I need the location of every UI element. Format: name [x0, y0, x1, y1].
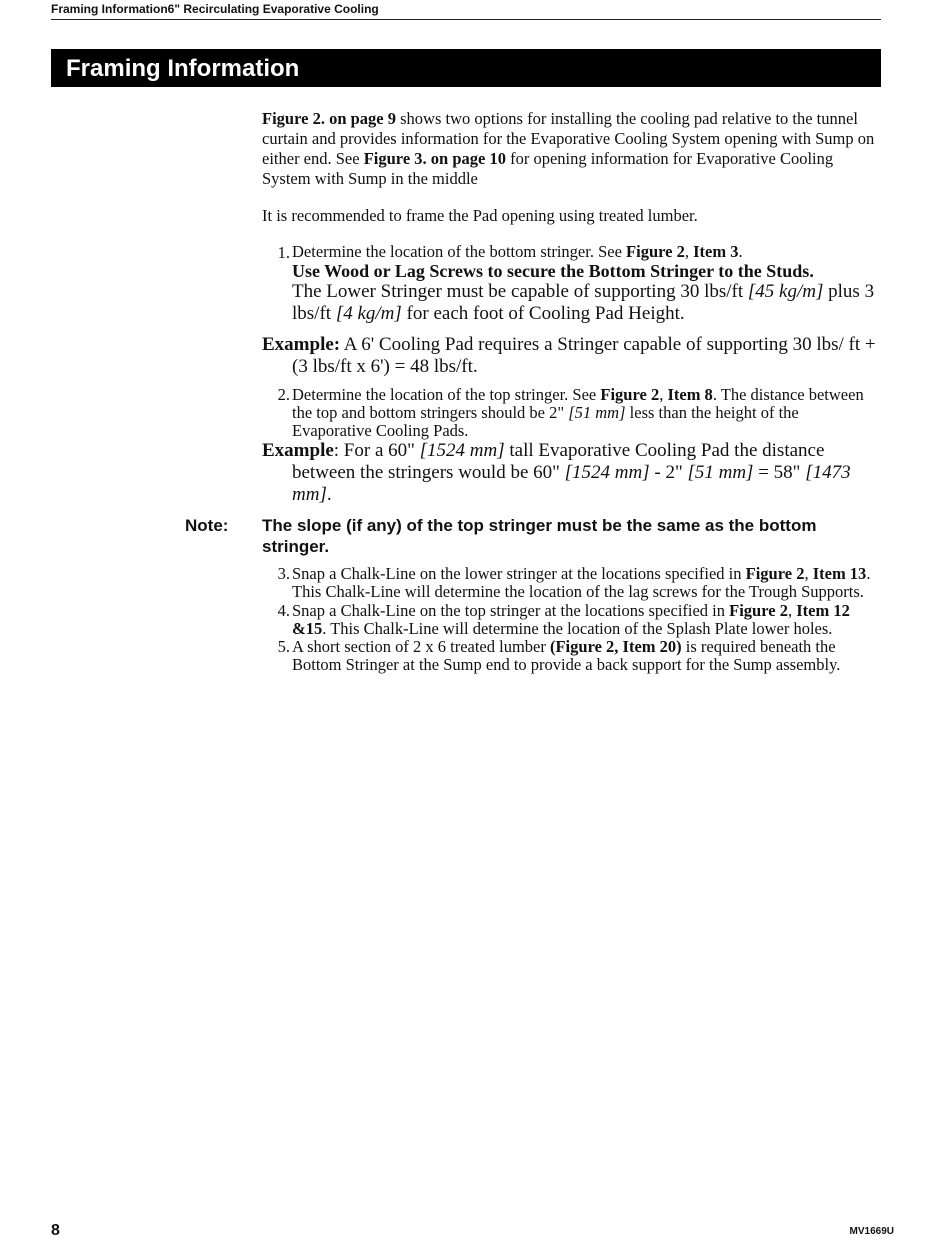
example-1	[262, 334, 880, 378]
item-reference: Item 12 &15	[292, 600, 850, 638]
step-number: 4.	[277, 600, 290, 620]
example-label: Example:	[262, 334, 341, 355]
item-reference: Item 8	[667, 385, 713, 404]
step-3	[262, 565, 880, 602]
step-number: 2.	[277, 385, 290, 404]
item-reference: Item 3	[693, 242, 739, 261]
intro-text: shows two options for installing the cooling pad relative to the tunnel curtain and provides information for the Evaporative Cooling System opening with Sump on either end. See	[262, 109, 875, 168]
metric-value: [45 kg/m]	[747, 281, 824, 302]
metric-value: [1524 mm]	[419, 440, 505, 461]
document-code: MV1669U	[849, 1226, 894, 1237]
item-reference: Item 13	[812, 564, 867, 583]
step-1-capacity: The Lower Stringer must be capable of supporting 30 lbs/ft [45 kg/m] plus 3 lbs/ft [4 kg/m] for each foot of Cooling Pad Height.	[292, 281, 875, 324]
step-number: 3.	[277, 564, 290, 583]
step-1-emphasis: Use Wood or Lag Screws to secure the Bottom Stringer to the Studs.	[292, 261, 814, 281]
figure-reference: Figure 2	[626, 242, 685, 261]
step-2	[262, 386, 880, 440]
figure-reference: Figure 2	[729, 600, 788, 620]
figure-reference-link[interactable]: Figure 3. on page 10	[363, 149, 506, 168]
note-label: Note:	[185, 516, 229, 535]
section-title-banner: Framing Information	[51, 49, 881, 87]
step-1	[262, 243, 880, 325]
figure-item-reference: (Figure 2, Item 20)	[549, 637, 682, 657]
page-number: 8	[51, 1222, 60, 1239]
metric-value: [51 mm]	[687, 462, 754, 483]
figure-reference-link[interactable]: Figure 2. on page 9	[262, 109, 396, 128]
intro-text: for opening information for Evaporative Cooling System with Sump in the middle	[262, 149, 834, 188]
figure-reference: Figure 2	[600, 385, 660, 404]
step-1-instruction: Determine the location of the bottom stringer. See Figure 2, Item 3.	[292, 242, 743, 261]
intro-paragraph	[262, 109, 880, 189]
metric-value: [1473 mm]	[292, 462, 851, 505]
step-number: 1.	[277, 243, 290, 262]
metric-value: [51 mm]	[568, 403, 626, 422]
step-5	[262, 638, 880, 675]
step-3-instruction: Snap a Chalk-Line on the lower stringer at the locations specified in Figure 2, Item 13. This Chalk-Line will determine the location of the lag screws for the Trough Supports.	[292, 564, 871, 602]
recommendation-paragraph: It is recommended to frame the Pad opening using treated lumber.	[262, 206, 698, 225]
example-label: Example	[262, 440, 334, 461]
note-text: The slope (if any) of the top stringer must be the same as the bottom stringer.	[262, 516, 817, 556]
example-text: A 6' Cooling Pad requires a Stringer capable of supporting 30 lbs/ ft + (3 lbs/ft x 6') = 48 lbs/ft.	[292, 334, 876, 377]
step-4	[262, 602, 880, 639]
metric-value: [4 kg/m]	[335, 303, 402, 324]
running-header: Framing Information6" Recirculating Evaporative Cooling	[51, 2, 881, 20]
step-5-instruction: A short section of 2 x 6 treated lumber (Figure 2, Item 20) is required beneath the Bottom Stringer at the Sump end to provide a back support for the Sump assembly.	[292, 637, 841, 675]
example-2: Example: For a 60" [1524 mm] tall Evaporative Cooling Pad the distance between the stringers would be 60" [1524 mm] - 2" [51 mm] = 58" [1473 mm].	[262, 440, 851, 505]
metric-value: [1524 mm]	[564, 462, 650, 483]
main-content	[262, 109, 880, 506]
step-2-instruction: Determine the location of the top stringer. See Figure 2, Item 8. The distance between the top and bottom stringers should be 2" [51 mm] less than the height of the Evaporative Cooling Pads.	[292, 385, 864, 440]
figure-reference: Figure 2	[745, 564, 805, 583]
step-4-instruction: Snap a Chalk-Line on the top stringer at the locations specified in Figure 2, Item 12 &15. This Chalk-Line will determine the location of the Splash Plate lower holes.	[292, 600, 850, 638]
steps-continued	[262, 565, 880, 675]
step-number: 5.	[277, 637, 290, 657]
